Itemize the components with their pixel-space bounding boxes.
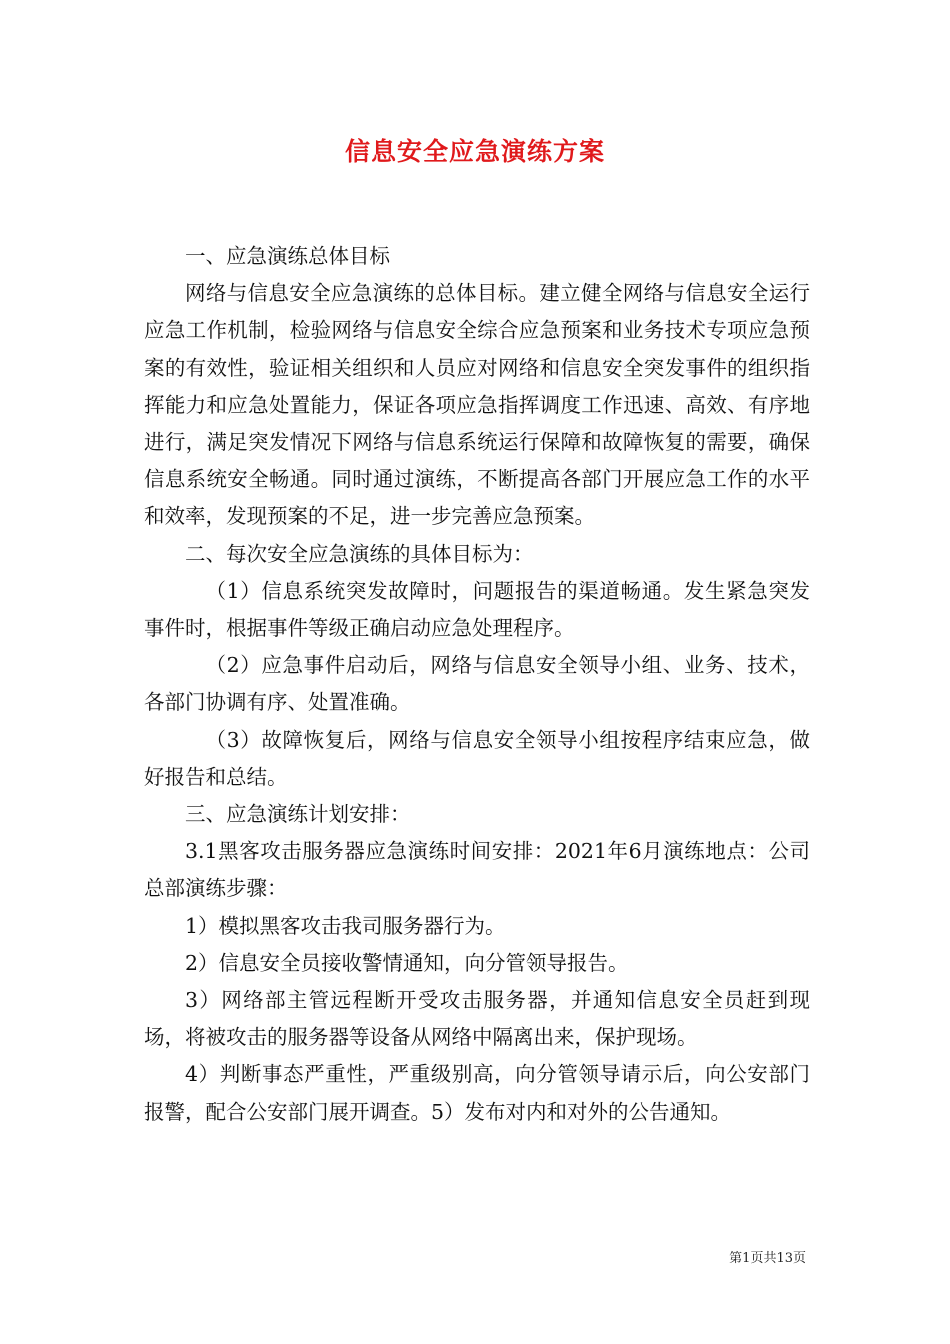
document-body xyxy=(144,238,810,1131)
step-item-2: 2）信息安全员接收警情通知，向分管领导报告。 xyxy=(185,950,629,975)
goal-item-3: （3）故障恢复后，网络与信息安全领导小组按程序结束应急，做好报告和总结。 xyxy=(144,727,810,789)
section-heading-plan: 三、应急演练计划安排： xyxy=(185,802,411,827)
section-heading-goals: 一、应急演练总体目标 xyxy=(185,244,390,268)
step-item-3: 3）网络部主管远程断开受攻击服务器，并通知信息安全员赶到现场，将被攻击的服务器等设备从网络中隔离出来，保护现场。 xyxy=(144,988,810,1050)
document-title: 信息安全应急演练方案 xyxy=(344,137,605,166)
paragraph-plan-3-1: 3.1黑客攻击服务器应急演练时间安排：2021年6月演练地点：公司总部演练步骤： xyxy=(144,839,810,901)
goal-item-2: （2）应急事件启动后，网络与信息安全领导小组、业务、技术，各部门协调有序、处置准确。 xyxy=(144,653,810,715)
step-item-4: 4）判断事态严重性，严重级别高，向分管领导请示后，向公安部门报警，配合公安部门展开调查。5）发布对内和对外的公告通知。 xyxy=(144,1062,810,1124)
page-number: 第1页共13页 xyxy=(729,1251,806,1266)
section-heading-specific-goals: 二、每次安全应急演练的具体目标为： xyxy=(185,541,534,566)
goal-item-1: （1）信息系统突发故障时，问题报告的渠道畅通。发生紧急突发事件时，根据事件等级正确启动应急处理程序。 xyxy=(144,578,810,641)
step-item-1: 1）模拟黑客攻击我司服务器行为。 xyxy=(185,913,506,938)
paragraph-overall-goal: 网络与信息安全应急演练的总体目标。建立健全网络与信息安全运行应急工作机制，检验网络与信息安全综合应急预案和业务技术专项应急预案的有效性，验证相关组织和人员应对网络和信息安全突发事件的组织指挥能力和应急处置能力，保证各项应急指挥调度工作迅速、高效、有序地进行，满足突发情况下网络与信息系统运行保障和故障恢复的需要，确保信息系统安全畅通。同时通过演练，不断提高各部门开展应急工作的水平和效率，发现预案的不足，进一步完善应急预案。 xyxy=(144,281,810,529)
